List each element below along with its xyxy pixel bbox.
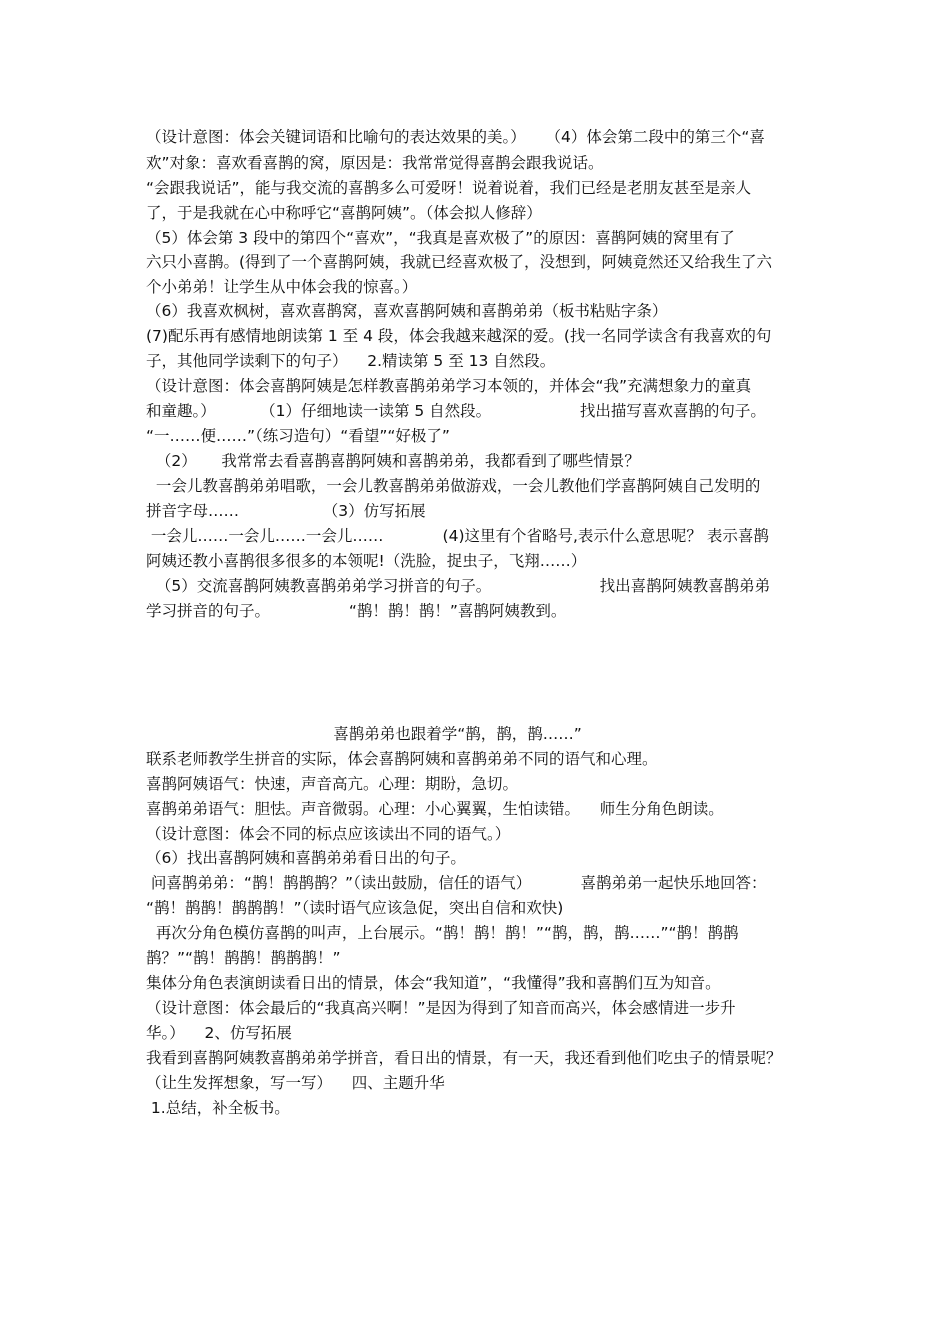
- text-line: 喜鹊弟弟语气：胆怯。声音微弱。心理：小心翼翼，生怕读错。 师生分角色朗读。: [146, 800, 724, 818]
- text-line: 集体分角色表演朗读看日出的情景，体会“我知道”，“我懂得”我和喜鹊们互为知音。: [146, 974, 721, 992]
- text-line: 拼音字母…… （3）仿写拓展: [146, 502, 426, 520]
- text-line: （设计意图：体会最后的“我真高兴啊！”是因为得到了知音而高兴，体会感情进一步升: [146, 999, 736, 1017]
- text-line: “鹊！鹊鹊！鹊鹊鹊！”（读时语气应该急促，突出自信和欢快): [146, 899, 564, 917]
- text-line: 喜鹊弟弟也跟着学“鹊，鹊，鹊……”: [146, 725, 582, 743]
- text-line: 问喜鹊弟弟：“鹊！鹊鹊鹊？”（读出鼓励，信任的语气） 喜鹊弟弟一起快乐地回答：: [146, 874, 767, 892]
- text-line: 联系老师教学生拼音的实际，体会喜鹊阿姨和喜鹊弟弟不同的语气和心理。: [146, 750, 658, 768]
- text-line: 六只小喜鹊。(得到了一个喜鹊阿姨，我就已经喜欢极了，没想到，阿姨竟然还又给我生了六: [146, 253, 773, 271]
- text-line: 一会儿……一会儿……一会儿…… (4)这里有个省略号,表示什么意思呢？ 表示喜鹊: [146, 527, 769, 545]
- text-line: 再次分角色模仿喜鹊的叫声，上台展示。“鹊！鹊！鹊！”“鹊，鹊，鹊……”“鹊！鹊鹊: [146, 924, 739, 942]
- text-line: 我看到喜鹊阿姨教喜鹊弟弟学拼音，看日出的情景，有一天，我还看到他们吃虫子的情景呢？: [146, 1049, 782, 1067]
- text-line: （2） 我常常去看喜鹊喜鹊阿姨和喜鹊弟弟，我都看到了哪些情景？: [146, 452, 640, 470]
- text-line: （设计意图：体会不同的标点应该读出不同的语气。）: [146, 825, 511, 843]
- text-line: 欢”对象：喜欢看喜鹊的窝，原因是：我常常觉得喜鹊会跟我说话。: [146, 154, 604, 172]
- text-line: 学习拼音的句子。 “鹊！鹊！鹊！”喜鹊阿姨教到。: [146, 602, 567, 620]
- text-line: （6）我喜欢枫树，喜欢喜鹊窝，喜欢喜鹊阿姨和喜鹊弟弟（板书粘贴字条）: [146, 302, 668, 320]
- text-line: 了，于是我就在心中称呼它“喜鹊阿姨”。（体会拟人修辞）: [146, 204, 542, 222]
- text-line: 阿姨还教小喜鹊很多很多的本领呢!（洗脸，捉虫子，飞翔……）: [146, 552, 587, 570]
- text-line: “会跟我说话”，能与我交流的喜鹊多么可爱呀！说着说着，我们已经是老朋友甚至是亲人: [146, 179, 752, 197]
- text-line: 一会儿教喜鹊弟弟唱歌，一会儿教喜鹊弟弟做游戏，一会儿教他们学喜鹊阿姨自己发明的: [146, 477, 761, 495]
- text-line: 华。） 2、仿写拓展: [146, 1024, 292, 1042]
- text-line: 和童趣。） （1）仔细地读一读第 5 自然段。 找出描写喜欢喜鹊的句子。: [146, 402, 766, 420]
- text-line: （让生发挥想象，写一写） 四、主题升华: [146, 1074, 445, 1092]
- text-line: (7)配乐再有感情地朗读第 1 至 4 段，体会我越来越深的爱。(找一名同学读含有我喜欢的句: [146, 327, 772, 345]
- text-line: （设计意图：体会喜鹊阿姨是怎样教喜鹊弟弟学习本领的，并体会“我”充满想象力的童真: [146, 377, 752, 395]
- text-line: 子，其他同学读剩下的句子） 2.精读第 5 至 13 自然段。: [146, 352, 556, 370]
- text-line: （5）体会第 3 段中的第四个“喜欢”，“我真是喜欢极了”的原因：喜鹊阿姨的窝里有了: [146, 229, 735, 247]
- text-line: （5）交流喜鹊阿姨教喜鹊弟弟学习拼音的句子。 找出喜鹊阿姨教喜鹊弟弟: [146, 577, 771, 595]
- text-line: 喜鹊阿姨语气：快速，声音高亢。心理：期盼，急切。: [146, 775, 519, 793]
- text-line: 鹊？”“鹊！鹊鹊！鹊鹊鹊！”: [146, 949, 341, 967]
- text-line: 1.总结，补全板书。: [146, 1099, 290, 1117]
- text-line: （设计意图：体会关键词语和比喻句的表达效果的美。） （4）体会第二段中的第三个“喜: [146, 128, 765, 146]
- text-line: “一……便……”（练习造句）“看望”“好极了”: [146, 427, 450, 445]
- text-line: （6）找出喜鹊阿姨和喜鹊弟弟看日出的句子。: [146, 849, 466, 867]
- text-line: 个小弟弟！让学生从中体会我的惊喜。）: [146, 278, 418, 296]
